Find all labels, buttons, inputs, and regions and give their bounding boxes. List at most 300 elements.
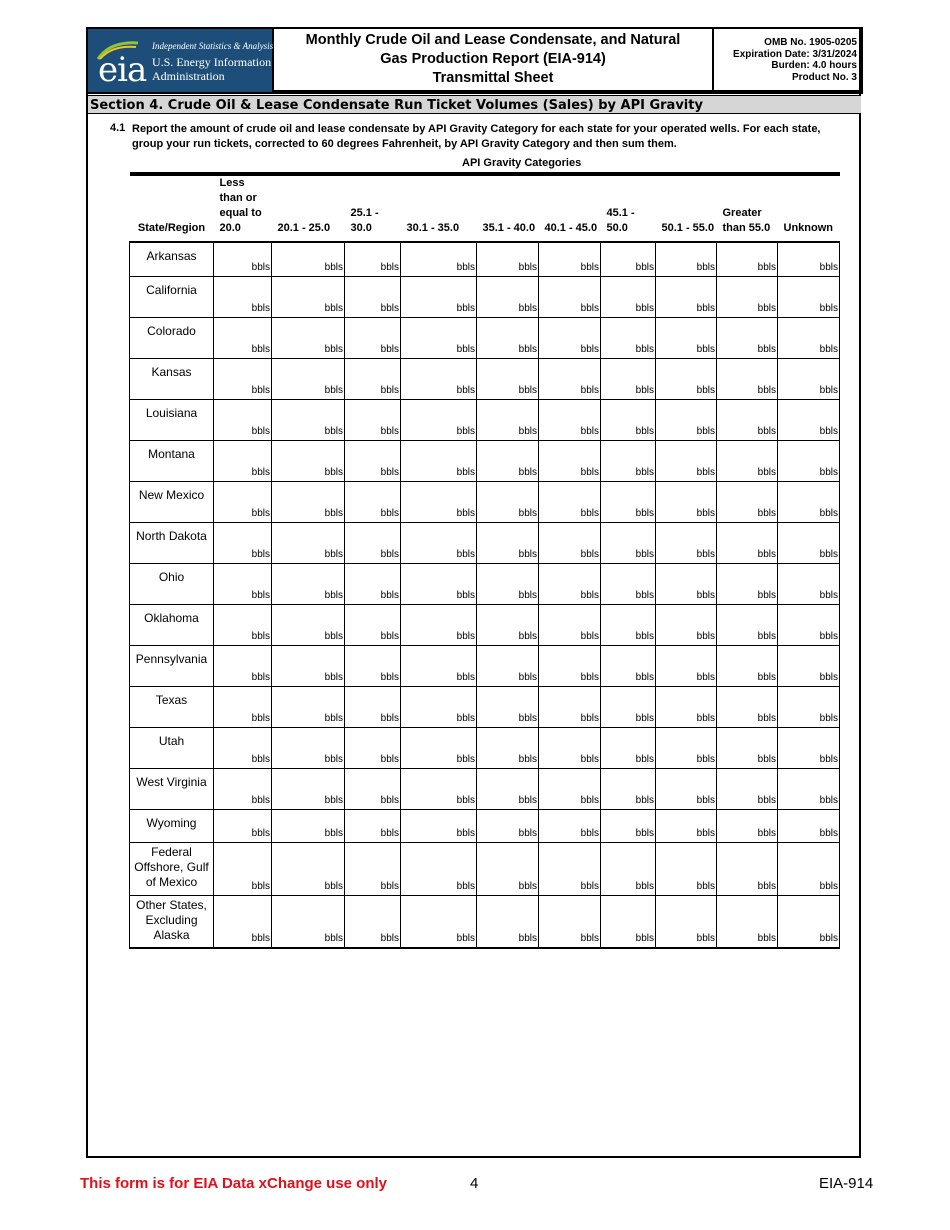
unit-label: bbls [819, 261, 838, 273]
volume-input-cell[interactable] [214, 809, 272, 842]
unit-label: bbls [518, 827, 537, 839]
volume-input-cell[interactable] [778, 842, 840, 895]
unit-label: bbls [518, 753, 537, 765]
volume-input-cell[interactable] [401, 727, 477, 768]
unit-label: bbls [696, 507, 715, 519]
volume-input-cell[interactable] [656, 481, 717, 522]
state-name-line: North Dakota [136, 528, 207, 543]
unit-label: bbls [251, 933, 270, 944]
volume-input-cell[interactable] [601, 440, 656, 481]
volume-input-cell[interactable] [401, 440, 477, 481]
unit-label: bbls [456, 302, 475, 314]
volume-input-cell[interactable] [272, 842, 345, 895]
volume-input-cell[interactable] [214, 481, 272, 522]
unit-label: bbls [380, 880, 399, 892]
volume-input-cell[interactable] [539, 317, 601, 358]
volume-input-cell[interactable] [401, 895, 477, 948]
volume-input-cell[interactable] [778, 895, 840, 948]
unit-label: bbls [518, 425, 537, 437]
volume-input-cell[interactable] [539, 645, 601, 686]
volume-input-cell[interactable] [539, 399, 601, 440]
unit-label: bbls [518, 261, 537, 273]
volume-input-cell[interactable] [272, 242, 345, 276]
unit-label: bbls [380, 507, 399, 519]
unit-label: bbls [696, 302, 715, 314]
column-header-9 [778, 174, 840, 242]
volume-input-cell[interactable] [214, 727, 272, 768]
volume-input-cell[interactable] [214, 276, 272, 317]
volume-input-cell[interactable] [477, 645, 539, 686]
state-name-line: Wyoming [146, 815, 197, 830]
column-header-line: 50.1 - 55.0 [661, 222, 715, 234]
volume-input-cell[interactable] [539, 809, 601, 842]
eia-logo [86, 29, 272, 92]
volume-input-cell[interactable] [601, 809, 656, 842]
volume-input-cell[interactable] [214, 768, 272, 809]
volume-input-cell[interactable] [477, 317, 539, 358]
volume-input-cell[interactable] [345, 686, 401, 727]
unit-label: bbls [696, 425, 715, 437]
volume-input-cell[interactable] [717, 563, 778, 604]
volume-input-cell[interactable] [345, 895, 401, 948]
volume-input-cell[interactable] [272, 440, 345, 481]
volume-input-cell[interactable] [272, 809, 345, 842]
volume-input-cell[interactable] [477, 399, 539, 440]
volume-input-cell[interactable] [717, 242, 778, 276]
volume-input-cell[interactable] [539, 358, 601, 399]
volume-input-cell[interactable] [401, 842, 477, 895]
unit-label: bbls [757, 712, 776, 724]
volume-input-cell[interactable] [778, 242, 840, 276]
volume-input-cell[interactable] [717, 481, 778, 522]
volume-input-cell[interactable] [778, 727, 840, 768]
volume-input-cell[interactable] [272, 768, 345, 809]
unit-label: bbls [819, 671, 838, 683]
volume-input-cell[interactable] [345, 358, 401, 399]
volume-input-cell[interactable] [778, 686, 840, 727]
volume-input-cell[interactable] [477, 809, 539, 842]
volume-input-cell[interactable] [778, 399, 840, 440]
volume-input-cell[interactable] [717, 399, 778, 440]
unit-label: bbls [324, 794, 343, 806]
volume-input-cell[interactable] [345, 809, 401, 842]
state-name [130, 604, 214, 645]
volume-input-cell[interactable] [214, 686, 272, 727]
state-name-line: New Mexico [138, 487, 205, 502]
volume-input-cell[interactable] [401, 522, 477, 563]
volume-input-cell[interactable] [656, 399, 717, 440]
unit-label: bbls [380, 261, 399, 273]
volume-input-cell[interactable] [656, 686, 717, 727]
unit-label: bbls [380, 466, 399, 478]
unit-label: bbls [635, 827, 654, 839]
volume-input-cell[interactable] [401, 563, 477, 604]
state-name-line: Other States, [136, 897, 207, 912]
volume-input-cell[interactable] [272, 481, 345, 522]
volume-input-cell[interactable] [717, 276, 778, 317]
volume-input-cell[interactable] [717, 895, 778, 948]
volume-input-cell[interactable] [345, 440, 401, 481]
volume-input-cell[interactable] [539, 842, 601, 895]
volume-input-cell[interactable] [401, 276, 477, 317]
volume-input-cell[interactable] [214, 399, 272, 440]
table-row [130, 440, 840, 481]
column-header-line: 40.1 - 45.0 [544, 222, 598, 234]
unit-label: bbls [580, 630, 599, 642]
unit-label: bbls [757, 384, 776, 396]
unit-label: bbls [456, 507, 475, 519]
volume-input-cell[interactable] [477, 242, 539, 276]
volume-input-cell[interactable] [778, 481, 840, 522]
unit-label: bbls [580, 302, 599, 314]
unit-label: bbls [251, 302, 270, 314]
unit-label: bbls [456, 753, 475, 765]
volume-input-cell[interactable] [778, 358, 840, 399]
unit-label: bbls [696, 343, 715, 355]
volume-input-cell[interactable] [214, 563, 272, 604]
unit-label: bbls [757, 302, 776, 314]
unit-label: bbls [635, 630, 654, 642]
volume-input-cell[interactable] [272, 399, 345, 440]
volume-input-cell[interactable] [539, 727, 601, 768]
volume-input-cell[interactable] [601, 727, 656, 768]
volume-input-cell[interactable] [717, 358, 778, 399]
volume-input-cell[interactable] [717, 809, 778, 842]
table-row [130, 242, 840, 276]
table-row [130, 768, 840, 809]
unit-label: bbls [580, 466, 599, 478]
unit-label: bbls [518, 589, 537, 601]
volume-input-cell[interactable] [477, 358, 539, 399]
volume-input-cell[interactable] [601, 242, 656, 276]
volume-input-cell[interactable] [272, 604, 345, 645]
volume-input-cell[interactable] [214, 645, 272, 686]
volume-input-cell[interactable] [345, 481, 401, 522]
volume-input-cell[interactable] [272, 563, 345, 604]
unit-label: bbls [580, 753, 599, 765]
volume-input-cell[interactable] [214, 522, 272, 563]
table-row [130, 399, 840, 440]
volume-input-cell[interactable] [401, 645, 477, 686]
volume-input-cell[interactable] [656, 358, 717, 399]
unit-label: bbls [635, 589, 654, 601]
unit-label: bbls [696, 384, 715, 396]
column-header-5 [539, 174, 601, 242]
volume-input-cell[interactable] [477, 768, 539, 809]
volume-input-cell[interactable] [401, 604, 477, 645]
volume-input-cell[interactable] [656, 317, 717, 358]
unit-label: bbls [380, 548, 399, 560]
column-header-line: Greater [722, 207, 762, 219]
state-name [130, 481, 214, 522]
unit-label: bbls [819, 507, 838, 519]
volume-input-cell[interactable] [656, 242, 717, 276]
volume-input-cell[interactable] [272, 645, 345, 686]
unit-label: bbls [251, 589, 270, 601]
volume-input-cell[interactable] [345, 768, 401, 809]
column-header-line: than 55.0 [722, 222, 771, 234]
volume-input-cell[interactable] [656, 563, 717, 604]
unit-label: bbls [251, 794, 270, 806]
volume-input-cell[interactable] [717, 645, 778, 686]
volume-input-cell[interactable] [477, 686, 539, 727]
volume-input-cell[interactable] [601, 842, 656, 895]
unit-label: bbls [251, 384, 270, 396]
volume-input-cell[interactable] [214, 317, 272, 358]
volume-input-cell[interactable] [601, 276, 656, 317]
volume-input-cell[interactable] [214, 842, 272, 895]
unit-label: bbls [324, 880, 343, 892]
volume-input-cell[interactable] [656, 809, 717, 842]
volume-input-cell[interactable] [601, 399, 656, 440]
volume-input-cell[interactable] [345, 563, 401, 604]
footer-notice: This form is for EIA Data xChange use only [80, 1175, 388, 1192]
volume-input-cell[interactable] [778, 809, 840, 842]
volume-input-cell[interactable] [345, 604, 401, 645]
volume-input-cell[interactable] [656, 842, 717, 895]
volume-input-cell[interactable] [717, 842, 778, 895]
unit-label: bbls [251, 712, 270, 724]
unit-label: bbls [819, 425, 838, 437]
unit-label: bbls [380, 794, 399, 806]
volume-input-cell[interactable] [656, 440, 717, 481]
column-header-line: Less [219, 177, 245, 189]
volume-input-cell[interactable] [539, 563, 601, 604]
volume-input-cell[interactable] [656, 276, 717, 317]
volume-input-cell[interactable] [272, 276, 345, 317]
volume-input-cell[interactable] [778, 768, 840, 809]
unit-label: bbls [635, 261, 654, 273]
volume-input-cell[interactable] [401, 768, 477, 809]
state-name [130, 842, 214, 895]
column-header-4 [477, 174, 539, 242]
volume-input-cell[interactable] [401, 317, 477, 358]
unit-label: bbls [251, 827, 270, 839]
volume-input-cell[interactable] [601, 895, 656, 948]
state-name [130, 727, 214, 768]
table-row [130, 276, 840, 317]
unit-label: bbls [580, 261, 599, 273]
eia-org-line-1: U.S. Energy Information [152, 55, 272, 69]
volume-input-cell[interactable] [272, 522, 345, 563]
volume-input-cell[interactable] [477, 563, 539, 604]
volume-input-cell[interactable] [345, 842, 401, 895]
volume-input-cell[interactable] [477, 481, 539, 522]
volume-input-cell[interactable] [539, 686, 601, 727]
state-name [130, 358, 214, 399]
table-row [130, 358, 840, 399]
volume-input-cell[interactable] [717, 768, 778, 809]
volume-input-cell[interactable] [477, 727, 539, 768]
unit-label: bbls [757, 589, 776, 601]
volume-input-cell[interactable] [778, 317, 840, 358]
table-row [130, 686, 840, 727]
table-row [130, 809, 840, 842]
volume-input-cell[interactable] [656, 522, 717, 563]
unit-label: bbls [456, 827, 475, 839]
volume-input-cell[interactable] [601, 317, 656, 358]
volume-input-cell[interactable] [656, 768, 717, 809]
volume-input-cell[interactable] [656, 727, 717, 768]
volume-input-cell[interactable] [401, 242, 477, 276]
volume-input-cell[interactable] [214, 242, 272, 276]
volume-input-cell[interactable] [345, 399, 401, 440]
state-name [130, 399, 214, 440]
volume-input-cell[interactable] [539, 522, 601, 563]
unit-label: bbls [251, 753, 270, 765]
volume-input-cell[interactable] [345, 727, 401, 768]
volume-input-cell[interactable] [601, 686, 656, 727]
unit-label: bbls [380, 425, 399, 437]
volume-input-cell[interactable] [539, 481, 601, 522]
volume-input-cell[interactable] [345, 317, 401, 358]
volume-input-cell[interactable] [401, 809, 477, 842]
volume-input-cell[interactable] [717, 727, 778, 768]
column-header-7 [656, 174, 717, 242]
state-name-line: West Virginia [136, 774, 207, 789]
column-header-2 [345, 174, 401, 242]
volume-input-cell[interactable] [601, 563, 656, 604]
volume-input-cell[interactable] [717, 522, 778, 563]
omb-number: OMB No. 1905-0205 [764, 37, 857, 48]
unit-label: bbls [819, 343, 838, 355]
volume-input-cell[interactable] [717, 440, 778, 481]
column-header-line: 45.1 - [606, 207, 635, 219]
volume-input-cell[interactable] [477, 440, 539, 481]
volume-input-cell[interactable] [539, 768, 601, 809]
column-header-line: 35.1 - 40.0 [482, 222, 536, 234]
unit-label: bbls [580, 671, 599, 683]
volume-input-cell[interactable] [601, 604, 656, 645]
volume-input-cell[interactable] [539, 895, 601, 948]
unit-label: bbls [635, 794, 654, 806]
state-name [130, 645, 214, 686]
state-name [130, 522, 214, 563]
column-header-line: 30.0 [350, 222, 372, 234]
unit-label: bbls [324, 630, 343, 642]
volume-input-cell[interactable] [778, 645, 840, 686]
volume-input-cell[interactable] [601, 522, 656, 563]
volume-input-cell[interactable] [214, 440, 272, 481]
form-header [86, 27, 863, 92]
volume-input-cell[interactable] [272, 895, 345, 948]
table-row [130, 727, 840, 768]
volume-input-cell[interactable] [272, 317, 345, 358]
unit-label: bbls [251, 630, 270, 642]
volume-input-cell[interactable] [345, 645, 401, 686]
volume-input-cell[interactable] [656, 645, 717, 686]
unit-label: bbls [635, 384, 654, 396]
state-name-line: Offshore, Gulf [134, 859, 209, 874]
eia-logo-mark: eia [98, 50, 147, 90]
volume-input-cell[interactable] [272, 727, 345, 768]
state-name-line: Pennsylvania [135, 651, 208, 666]
state-name-line: Oklahoma [144, 610, 199, 625]
unit-label: bbls [251, 671, 270, 683]
section-title: Section 4. Crude Oil & Lease Condensate Run Ticket Volumes (Sales) by API Gravity [88, 95, 861, 114]
state-name [130, 276, 214, 317]
volume-input-cell[interactable] [401, 358, 477, 399]
volume-input-cell[interactable] [539, 276, 601, 317]
volume-input-cell[interactable] [717, 604, 778, 645]
volume-input-cell[interactable] [345, 276, 401, 317]
volume-input-cell[interactable] [778, 440, 840, 481]
volume-input-cell[interactable] [778, 604, 840, 645]
unit-label: bbls [757, 466, 776, 478]
volume-input-cell[interactable] [601, 768, 656, 809]
volume-input-cell[interactable] [345, 522, 401, 563]
unit-label: bbls [380, 343, 399, 355]
unit-label: bbls [757, 753, 776, 765]
volume-input-cell[interactable] [717, 317, 778, 358]
unit-label: bbls [580, 712, 599, 724]
volume-input-cell[interactable] [656, 604, 717, 645]
volume-input-cell[interactable] [601, 645, 656, 686]
volume-input-cell[interactable] [401, 686, 477, 727]
volume-input-cell[interactable] [539, 242, 601, 276]
volume-input-cell[interactable] [477, 522, 539, 563]
state-name-line: of Mexico [145, 874, 198, 889]
unit-label: bbls [518, 933, 537, 944]
unit-label: bbls [757, 794, 776, 806]
state-name-line: Kansas [151, 364, 192, 379]
volume-input-cell[interactable] [539, 440, 601, 481]
unit-label: bbls [696, 827, 715, 839]
volume-input-cell[interactable] [656, 895, 717, 948]
unit-label: bbls [757, 827, 776, 839]
volume-input-cell[interactable] [272, 686, 345, 727]
volume-input-cell[interactable] [539, 604, 601, 645]
unit-label: bbls [696, 753, 715, 765]
unit-label: bbls [819, 466, 838, 478]
unit-label: bbls [380, 589, 399, 601]
unit-label: bbls [580, 425, 599, 437]
volume-input-cell[interactable] [477, 276, 539, 317]
unit-label: bbls [518, 343, 537, 355]
volume-input-cell[interactable] [214, 604, 272, 645]
omb-info [714, 29, 861, 90]
unit-label: bbls [518, 507, 537, 519]
unit-label: bbls [456, 343, 475, 355]
column-header-line: equal to [219, 207, 262, 219]
volume-input-cell[interactable] [477, 842, 539, 895]
unit-label: bbls [580, 384, 599, 396]
unit-label: bbls [518, 302, 537, 314]
volume-input-cell[interactable] [601, 481, 656, 522]
unit-label: bbls [819, 827, 838, 839]
volume-input-cell[interactable] [601, 358, 656, 399]
volume-input-cell[interactable] [477, 604, 539, 645]
unit-label: bbls [635, 302, 654, 314]
volume-input-cell[interactable] [477, 895, 539, 948]
unit-label: bbls [635, 880, 654, 892]
volume-input-cell[interactable] [778, 522, 840, 563]
volume-input-cell[interactable] [401, 399, 477, 440]
volume-input-cell[interactable] [717, 686, 778, 727]
unit-label: bbls [380, 712, 399, 724]
volume-input-cell[interactable] [345, 242, 401, 276]
volume-input-cell[interactable] [272, 358, 345, 399]
unit-label: bbls [635, 712, 654, 724]
volume-input-cell[interactable] [214, 358, 272, 399]
unit-label: bbls [456, 589, 475, 601]
volume-input-cell[interactable] [401, 481, 477, 522]
volume-input-cell[interactable] [778, 276, 840, 317]
unit-label: bbls [380, 933, 399, 944]
volume-input-cell[interactable] [778, 563, 840, 604]
unit-label: bbls [518, 630, 537, 642]
volume-input-cell[interactable] [214, 895, 272, 948]
